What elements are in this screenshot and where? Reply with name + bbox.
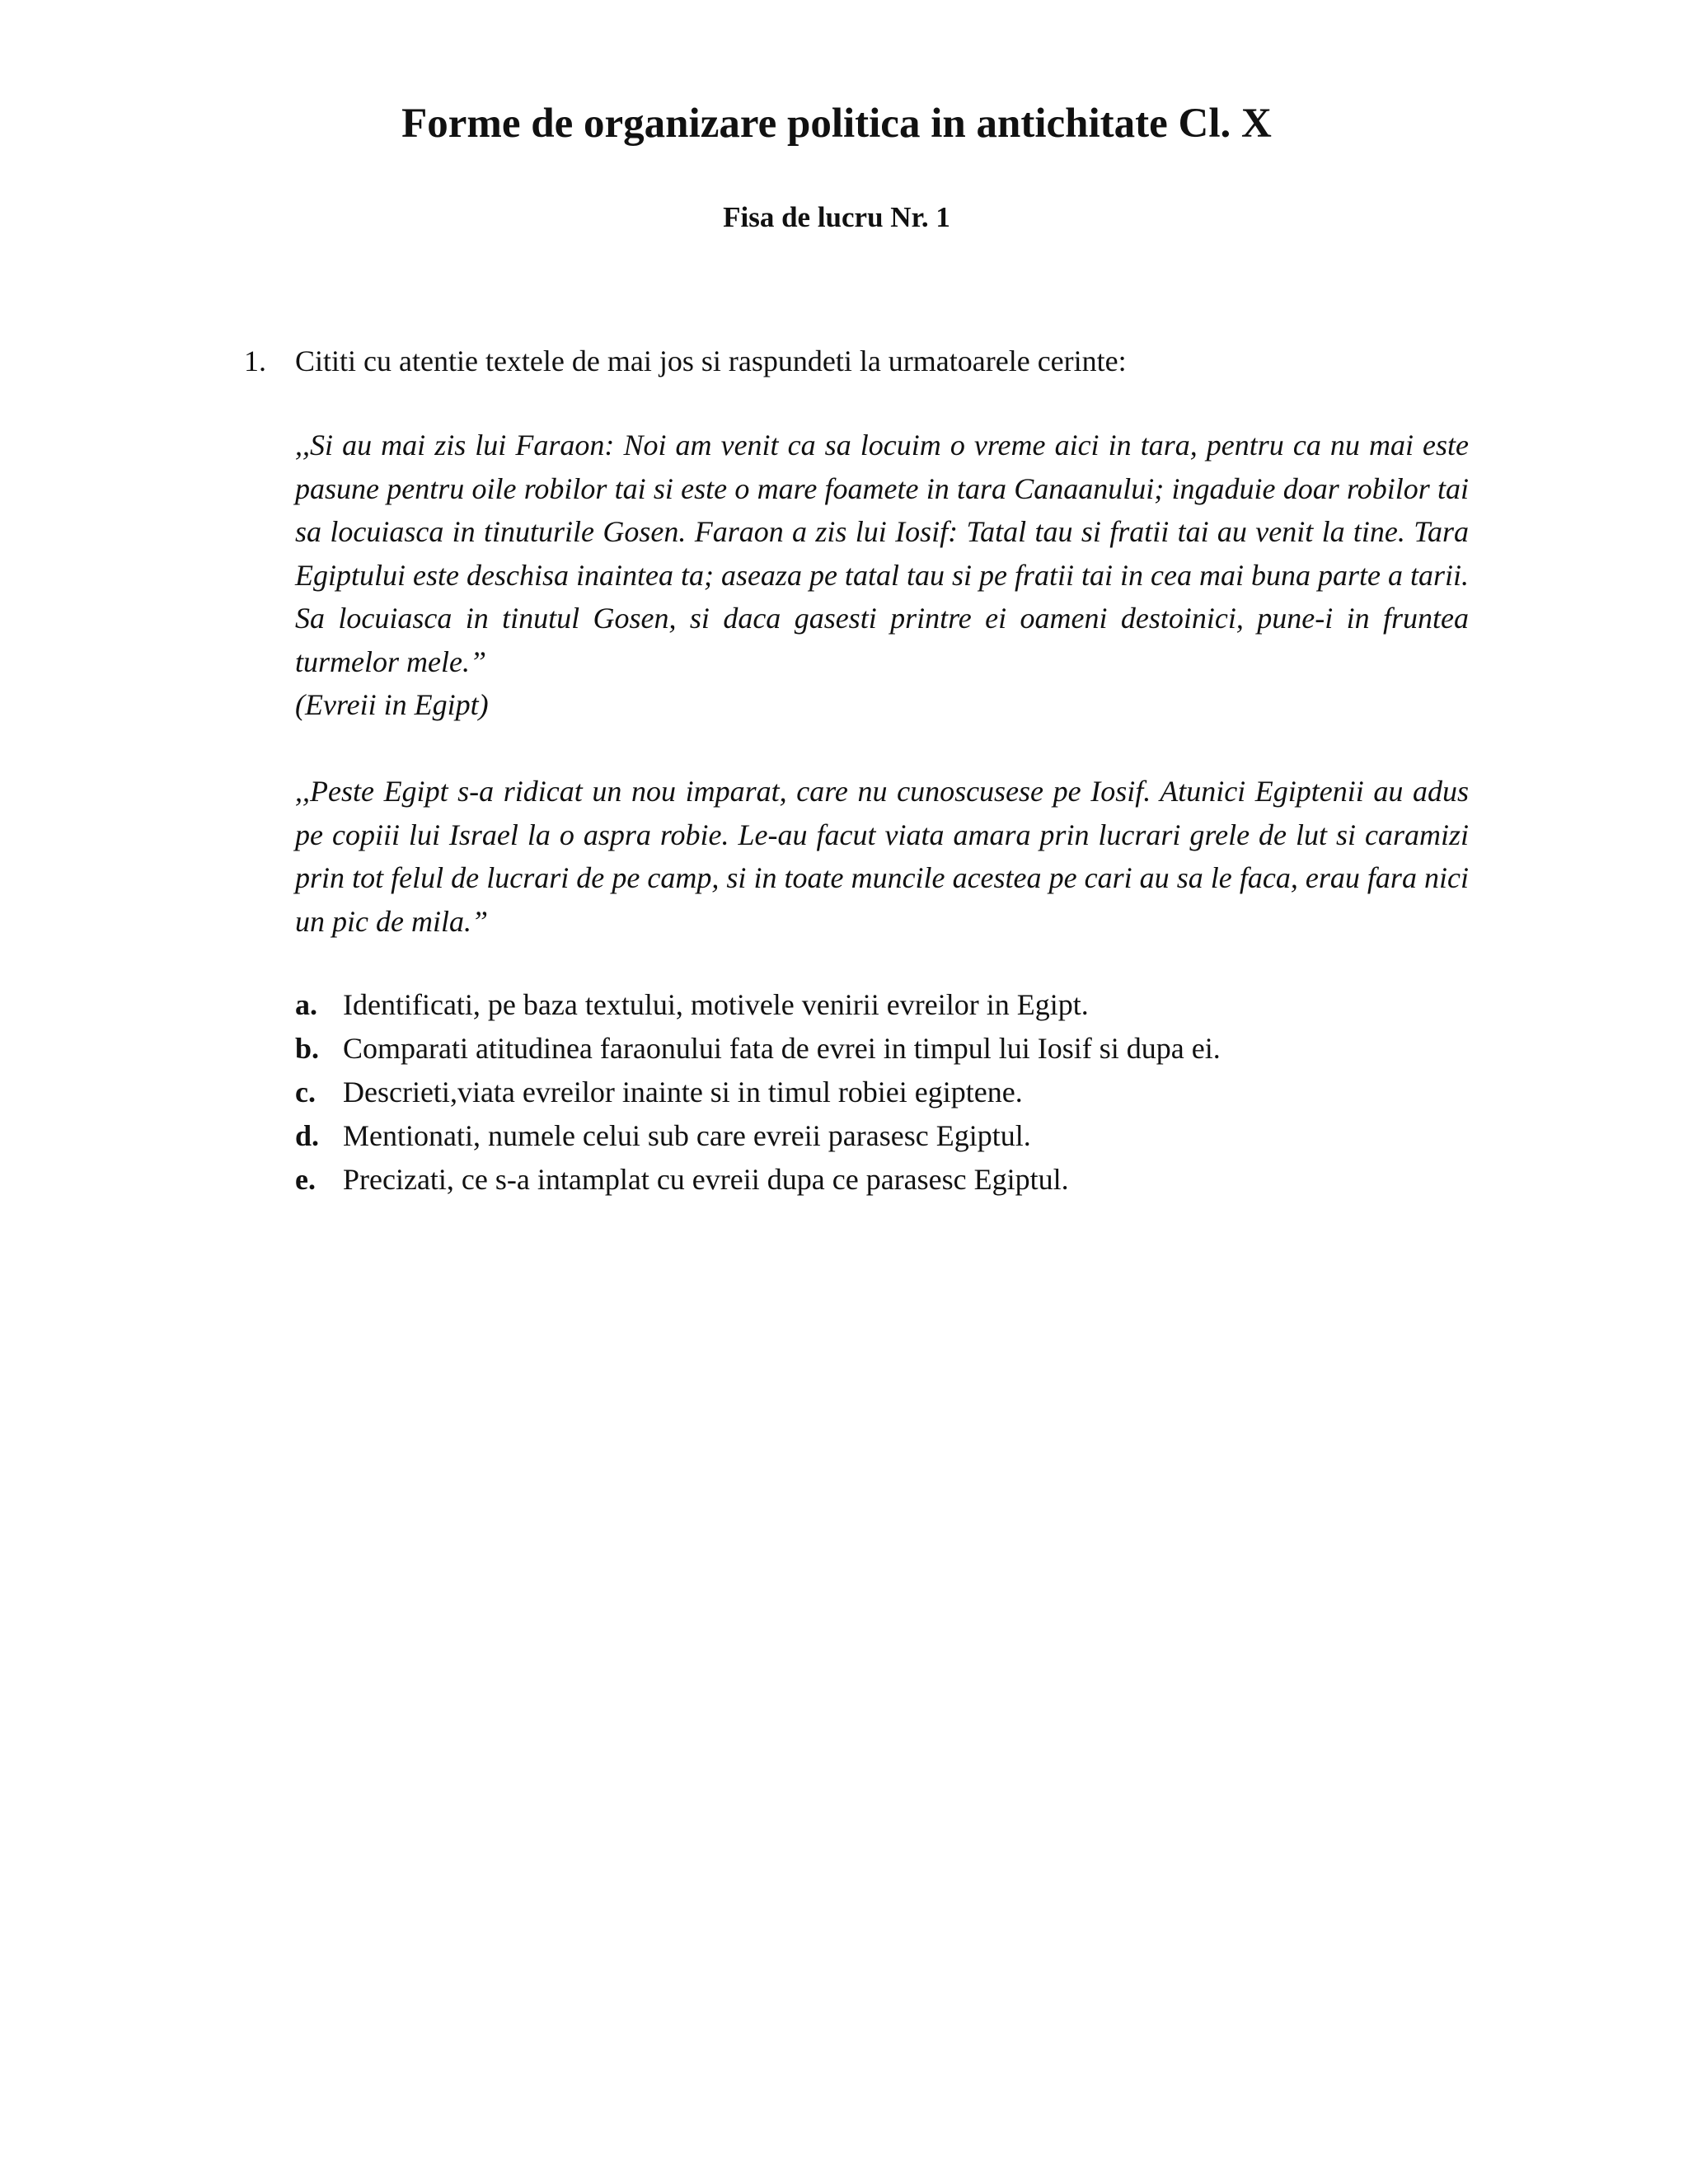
task-text: Comparati atitudinea faraonului fata de evrei in timpul lui Iosif si dupa ei. (343, 1032, 1221, 1065)
task-letter: a. (295, 988, 317, 1021)
question-1 (244, 340, 1480, 382)
worksheet-subtitle: Fisa de lucru Nr. 1 (723, 201, 950, 233)
task-letter: e. (295, 1163, 316, 1196)
quote-1-text: ,,Si au mai zis lui Faraon: Noi am venit ca sa locuim o vreme aici in tara, pentru ca nu mai este pasune pentru oile robilor tai si este o mare foamete in tara Canaanului; ingaduie doar robilor tai sa locuiasca in tinuturile Gosen. Faraon a zis lui Iosif: Tatal tau si fratii tai au venit la tine. Tara Egiptului este deschisa inaintea ta; aseaza pe tatal tau si pe fratii tai in cea mai buna parte a tarii. Sa locuiasca in tinutul Gosen, si daca gasesti printre ei oameni destoinici, pune-i in fruntea turmelor mele.” (295, 429, 1469, 678)
task-letter: b. (295, 1032, 320, 1065)
task-text: Precizati, ce s-a intamplat cu evreii dupa ce parasesc Egiptul. (343, 1163, 1069, 1196)
task-item-b (295, 1027, 1490, 1071)
quote-2-text: ,,Peste Egipt s-a ridicat un nou imparat, care nu cunoscusese pe Iosif. Atunici Egiptenii au adus pe copiii lui Israel la o aspra robie. Le-au facut viata amara prin lucrari grele de lut si caramizi prin tot felul de lucrari de pe camp, si in toate muncile acestea pe cari au sa le faca, erau fara nici un pic de mila.” (295, 775, 1469, 938)
question-number: 1. (244, 344, 266, 377)
task-text: Mentionati, numele celui sub care evreii parasesc Egiptul. (343, 1119, 1031, 1152)
task-text: Identificati, pe baza textului, motivele venirii evreilor in Egipt. (343, 988, 1089, 1021)
page-title: Forme de organizare politica in antichitate Cl. X (401, 101, 1272, 147)
quote-1-source: (Evreii in Egipt) (295, 688, 489, 721)
task-item-a (295, 983, 1490, 1027)
task-letter: c. (295, 1076, 316, 1108)
task-letter: d. (295, 1119, 320, 1152)
question-text: Cititi cu atentie textele de mai jos si raspundeti la urmatoarele cerinte: (295, 344, 1127, 377)
task-item-d (295, 1114, 1490, 1158)
task-text: Descrieti,viata evreilor inainte si in timul robiei egiptene. (343, 1076, 1023, 1108)
task-item-c (295, 1071, 1490, 1114)
task-list (295, 983, 1490, 1202)
task-item-e (295, 1158, 1490, 1202)
